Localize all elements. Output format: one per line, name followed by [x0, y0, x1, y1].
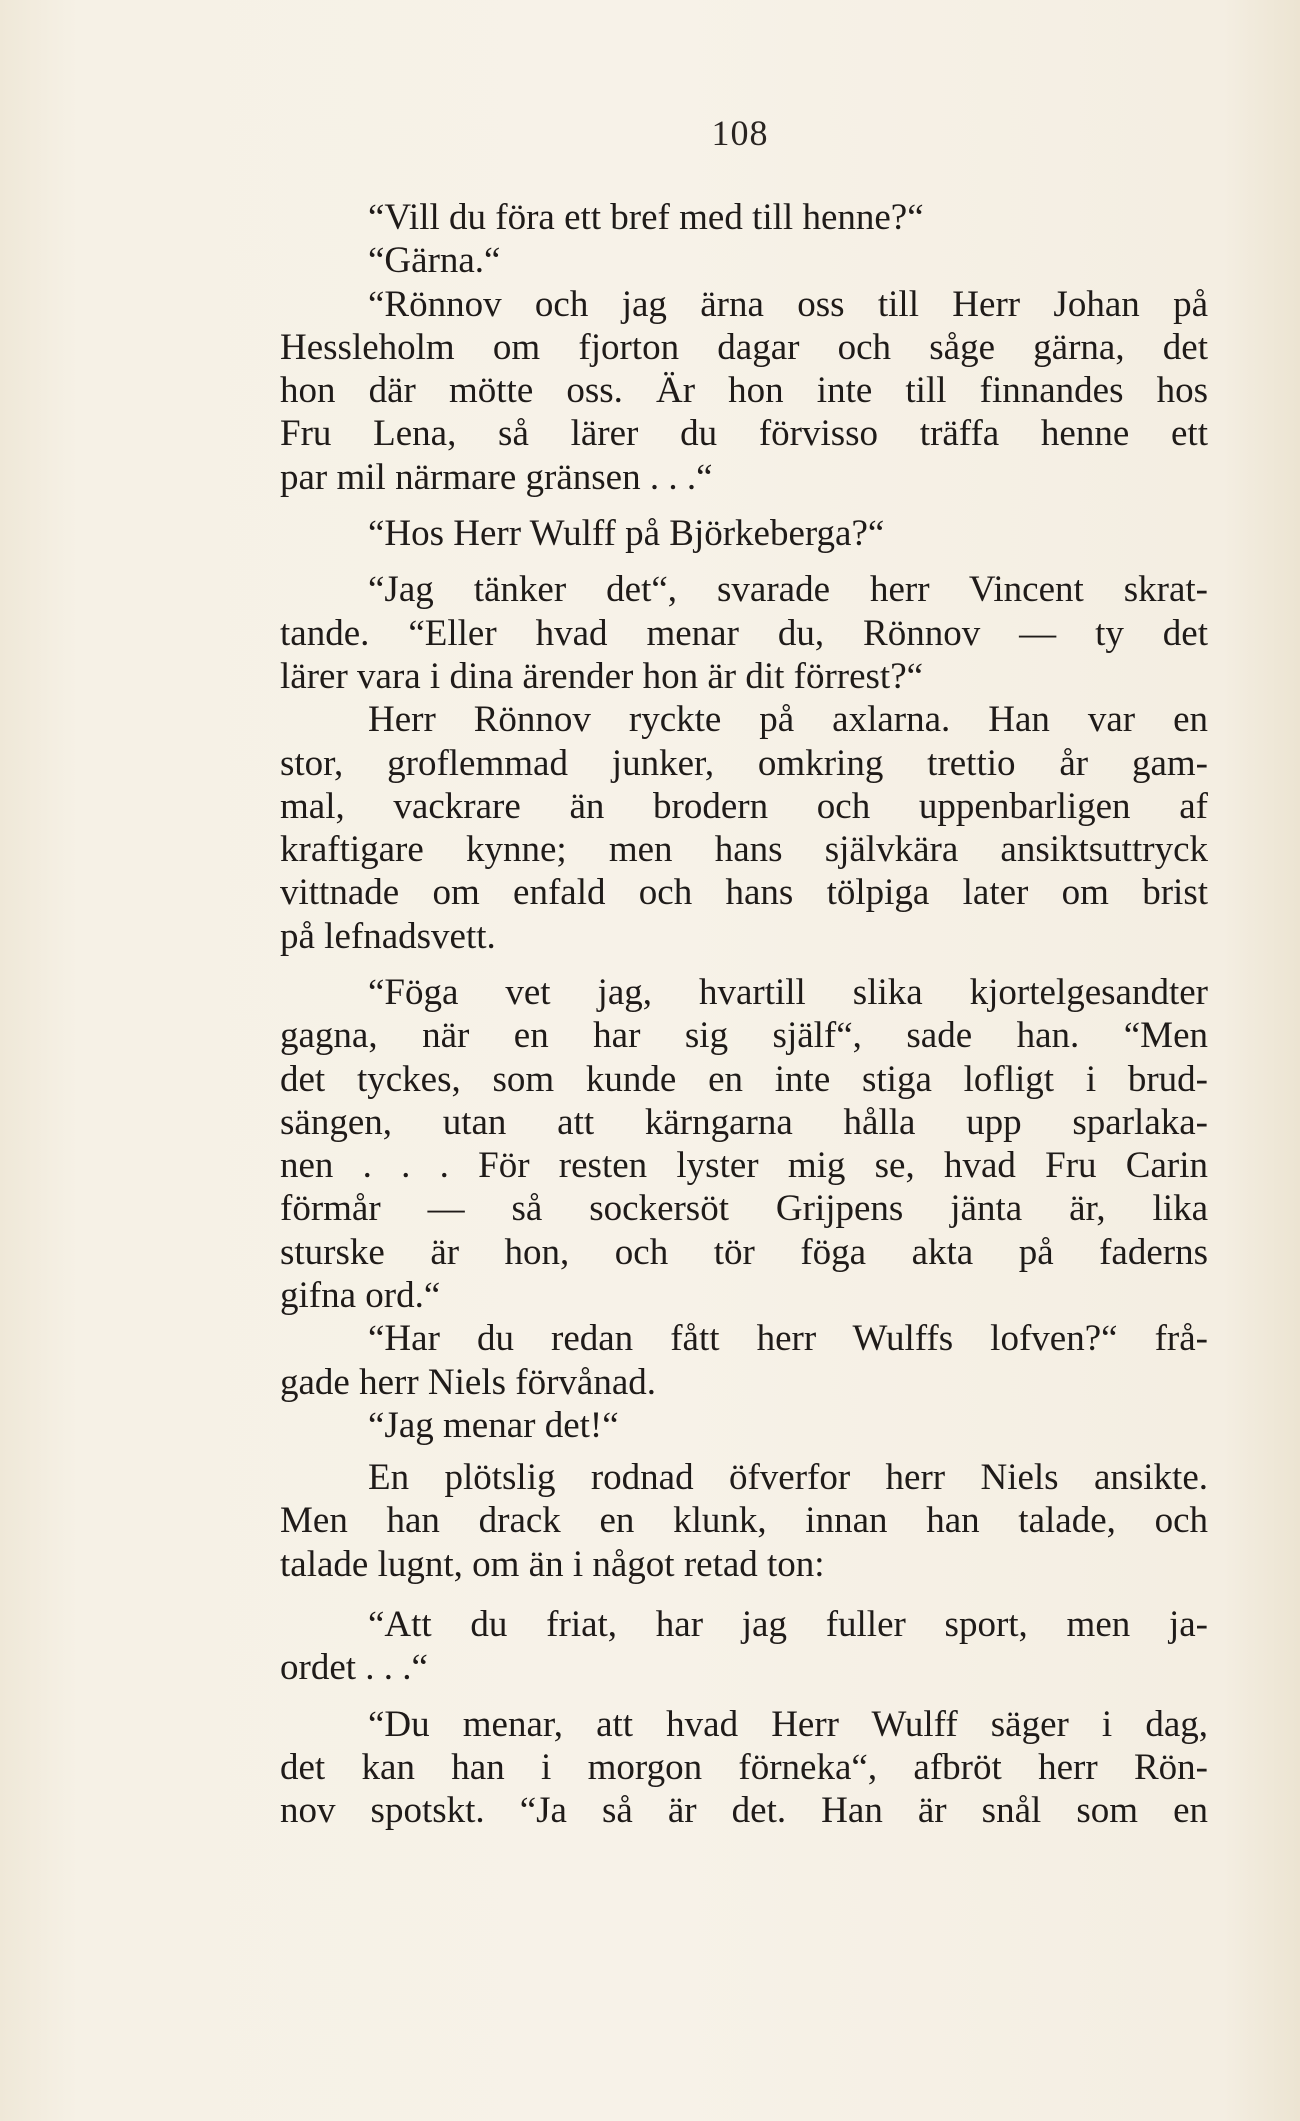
text-line: på lefnadsvett. — [280, 915, 496, 957]
text-line: sturske är hon, och tör föga akta på faderns — [280, 1231, 1208, 1273]
text-line: “Jag tänker det“, svarade herr Vincent skrat- — [368, 569, 1208, 611]
text-line: stor, groflemmad junker, omkring trettio år gam- — [280, 742, 1208, 784]
text-line: En plötslig rodnad öfverfor herr Niels ansikte. — [368, 1456, 1208, 1498]
text-line: “Gärna.“ — [368, 240, 501, 282]
text-line: sängen, utan att kärngarna hålla upp sparlaka- — [280, 1101, 1208, 1143]
text-line: par mil närmare gränsen . . .“ — [280, 456, 713, 498]
text-line: “Jag menar det!“ — [368, 1404, 619, 1446]
text-line: “Rönnov och jag ärna oss till Herr Johan på — [368, 283, 1208, 325]
text-line: “Vill du föra ett bref med till henne?“ — [368, 197, 924, 238]
text-line: Men han drack en klunk, innan han talade, och — [280, 1500, 1208, 1542]
text-line: förmår — så sockersöt Grijpens jänta är, lika — [280, 1188, 1208, 1230]
text-line: Herr Rönnov ryckte på axlarna. Han var en — [368, 699, 1208, 741]
body-text — [280, 196, 1208, 1833]
text-line: gifna ord.“ — [280, 1275, 441, 1317]
text-line: kraftigare kynne; men hans självkära ansiktsuttryck — [280, 829, 1208, 871]
text-line: Hessleholm om fjorton dagar och såge gärna, det — [280, 326, 1208, 368]
text-line: Fru Lena, så lärer du förvisso träffa henne ett — [280, 413, 1208, 455]
text-line: “Har du redan fått herr Wulffs lofven?“ frå- — [368, 1318, 1208, 1360]
text-line: gade herr Niels förvånad. — [280, 1361, 656, 1403]
page-number: 108 — [711, 113, 769, 153]
text-line: nov spotskt. “Ja så är det. Han är snål som en — [280, 1790, 1208, 1832]
text-line: “Hos Herr Wulff på Björkeberga?“ — [368, 513, 885, 555]
text-line: ordet . . .“ — [280, 1647, 428, 1689]
text-line: vittnade om enfald och hans tölpiga later om brist — [280, 872, 1208, 914]
text-line: “Föga vet jag, hvartill slika kjortelgesandter — [368, 972, 1208, 1013]
text-line: hon där mötte oss. Är hon inte till finnandes hos — [280, 370, 1208, 412]
text-line: det kan han i morgon förneka“, afbröt herr Rön- — [280, 1747, 1208, 1788]
text-line: gagna, när en har sig själf“, sade han. “Men — [280, 1015, 1208, 1057]
text-line: “Att du friat, har jag fuller sport, men ja- — [368, 1604, 1208, 1646]
text-line: det tyckes, som kunde en inte stiga lofligt i brud- — [280, 1058, 1208, 1100]
text-line: “Du menar, att hvad Herr Wulff säger i dag, — [368, 1703, 1208, 1745]
text-line: tande. “Eller hvad menar du, Rönnov — ty det — [280, 612, 1208, 654]
text-line: nen . . . För resten lyster mig se, hvad Fru Carin — [280, 1145, 1208, 1187]
text-line: mal, vackrare än brodern och uppenbarligen af — [280, 785, 1208, 827]
text-line: lärer vara i dina ärender hon är dit förrest?“ — [280, 655, 924, 697]
text-line: talade lugnt, om än i något retad ton: — [280, 1543, 825, 1585]
